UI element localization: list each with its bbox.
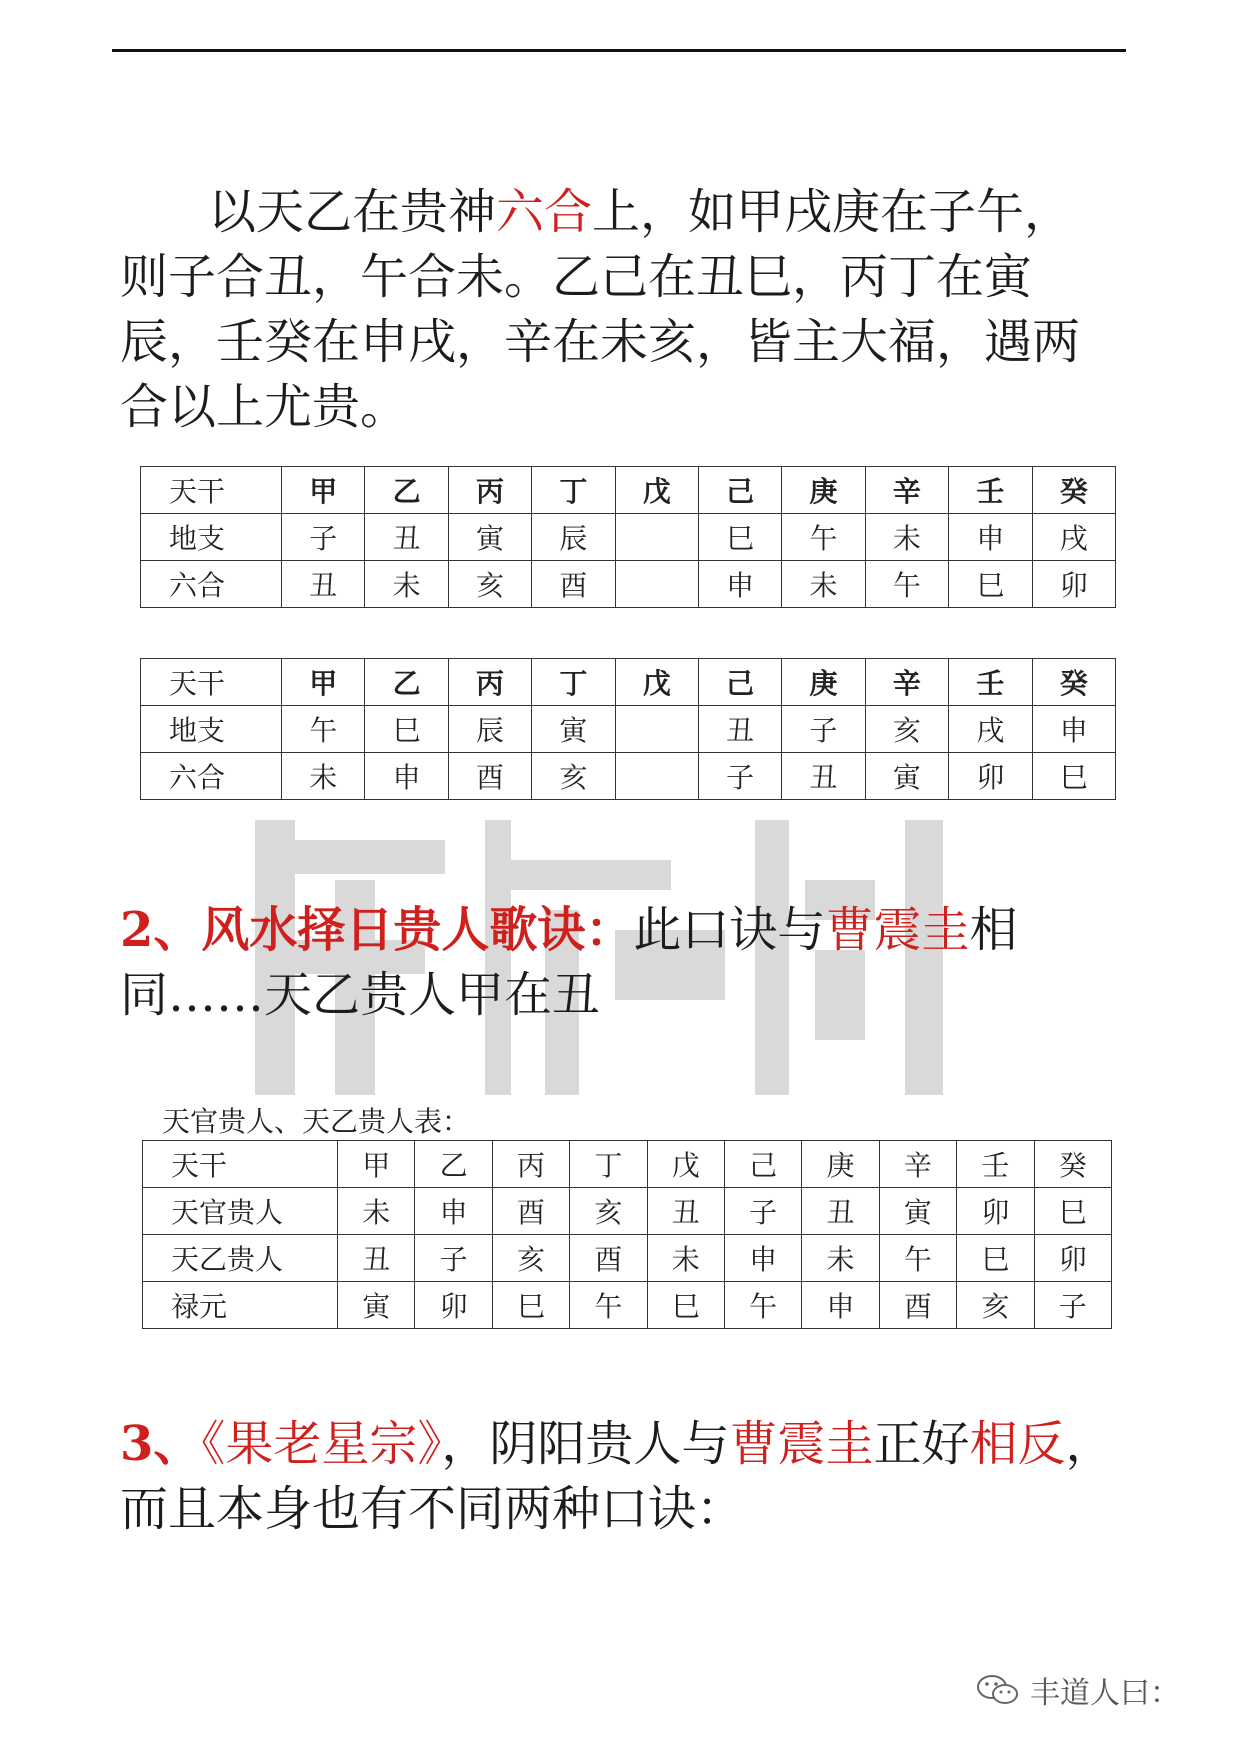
table-cell: 戌 [1032,514,1115,561]
row-label-cell: 六合 [141,753,282,800]
table-cell: 子 [698,753,781,800]
table-cell: 申 [415,1188,492,1235]
table-cell: 戊 [615,467,698,514]
table-cell: 子 [415,1235,492,1282]
section-3-title: 《果老星宗》 [201,1416,442,1472]
table-cell: 丑 [282,561,365,608]
table-cell: 寅 [532,706,615,753]
table-cell: 壬 [949,467,1032,514]
table-cell: 丙 [448,467,531,514]
table-cell: 申 [365,753,448,800]
table-cell: 亥 [532,753,615,800]
table-cell: 庚 [802,1141,879,1188]
table-cell: 酉 [570,1235,647,1282]
row-label-cell: 天干 [141,659,282,706]
table-row [143,1235,1112,1282]
table-cell: 丑 [365,514,448,561]
section-3-number: 3、 [120,1416,202,1472]
table-cell: 寅 [879,1188,956,1235]
table-cell: 卯 [949,753,1032,800]
section-2-paragraph [120,898,1120,1028]
table-cell [615,561,698,608]
table-cell: 己 [698,659,781,706]
table-cell: 辛 [865,659,948,706]
top-rule [112,49,1126,52]
table-cell: 巳 [647,1282,724,1329]
table-cell: 未 [282,753,365,800]
table-cell: 癸 [1032,467,1115,514]
table-cell: 未 [365,561,448,608]
table-cell: 甲 [282,467,365,514]
table-cell: 申 [949,514,1032,561]
table-cell: 丁 [570,1141,647,1188]
table-cell: 丁 [532,467,615,514]
table-cell [615,753,698,800]
table-cell: 午 [782,514,865,561]
table-cell: 午 [865,561,948,608]
table-cell: 酉 [879,1282,956,1329]
table-cell: 庚 [782,467,865,514]
table-cell: 丁 [532,659,615,706]
table-3-caption: 天官贵人、天乙贵人表： [162,1105,471,1138]
table-guiren [142,1140,1112,1329]
table-cell: 乙 [365,659,448,706]
table-cell: 亥 [957,1282,1034,1329]
table-cell: 己 [698,467,781,514]
table-cell: 子 [782,706,865,753]
table-cell: 巳 [949,561,1032,608]
row-label-cell: 天干 [143,1141,338,1188]
table-cell: 巳 [698,514,781,561]
section-2-text-1: 此口诀与 [633,902,826,958]
footer-account-name: 丰道人曰： [1030,1676,1180,1711]
table-cell: 巳 [1034,1188,1111,1235]
table-row [143,1188,1112,1235]
table-cell: 未 [647,1235,724,1282]
table-cell: 卯 [415,1282,492,1329]
table-cell: 酉 [492,1188,569,1235]
table-cell: 辛 [879,1141,956,1188]
table-cell: 癸 [1032,659,1115,706]
table-liuhe-1 [140,466,1116,608]
section-3-text-2: 正好 [873,1416,970,1472]
table-cell: 寅 [865,753,948,800]
row-label-cell: 天官贵人 [143,1188,338,1235]
table-cell: 亥 [448,561,531,608]
table-cell: 卯 [1032,561,1115,608]
table-row [141,514,1116,561]
table-cell: 乙 [365,467,448,514]
table-cell: 戊 [615,659,698,706]
table-cell: 未 [338,1188,415,1235]
table-cell: 酉 [448,753,531,800]
paragraph-liuhe [120,180,1120,440]
row-label-cell: 禄元 [143,1282,338,1329]
section-3-paragraph [120,1412,1120,1542]
table-cell: 丑 [782,753,865,800]
table-cell: 卯 [957,1188,1034,1235]
table-cell: 戊 [647,1141,724,1188]
paragraph-highlight: 六合 [496,184,593,240]
table-cell: 申 [724,1235,801,1282]
table-cell [615,514,698,561]
table-cell: 巳 [1032,753,1115,800]
table-cell: 癸 [1034,1141,1111,1188]
table-cell: 丑 [698,706,781,753]
section-2-name: 曹震圭 [825,902,970,958]
table-cell: 戌 [949,706,1032,753]
row-label-cell: 地支 [141,514,282,561]
table-cell: 己 [724,1141,801,1188]
table-row [143,1282,1112,1329]
table-cell: 巳 [365,706,448,753]
table-row [141,561,1116,608]
table-cell: 子 [282,514,365,561]
table-cell: 申 [698,561,781,608]
paragraph-text-1: 以天乙在贵神 [208,184,497,240]
table-cell: 丑 [338,1235,415,1282]
row-label-cell: 地支 [141,706,282,753]
table-cell: 寅 [448,514,531,561]
table-cell: 亥 [570,1188,647,1235]
section-2-text-2: 相同……天乙贵人甲在丑 [120,902,1018,1023]
table-cell: 丙 [492,1141,569,1188]
table-cell: 午 [282,706,365,753]
table-cell: 午 [879,1235,956,1282]
table-cell: 子 [724,1188,801,1235]
row-label-cell: 六合 [141,561,282,608]
table-cell: 亥 [492,1235,569,1282]
table-cell: 乙 [415,1141,492,1188]
section-2-number: 2、 [120,902,202,958]
wechat-icon [976,1673,1020,1707]
table-cell: 庚 [782,659,865,706]
table-header-row [143,1141,1112,1188]
table-cell: 壬 [949,659,1032,706]
section-3-text-3: ，而且本身也有不同两种口诀： [120,1416,1114,1537]
table-cell: 申 [1032,706,1115,753]
table-cell: 午 [570,1282,647,1329]
table-cell: 丑 [647,1188,724,1235]
table-cell: 辛 [865,467,948,514]
table-cell: 巳 [957,1235,1034,1282]
table-cell: 丙 [448,659,531,706]
table-cell: 午 [724,1282,801,1329]
table-header-row [141,659,1116,706]
table-liuhe-2 [140,658,1116,800]
table-cell: 甲 [282,659,365,706]
row-label-cell: 天乙贵人 [143,1235,338,1282]
table-header-row [141,467,1116,514]
table-row [141,706,1116,753]
table-cell: 寅 [338,1282,415,1329]
table-cell: 亥 [865,706,948,753]
table-cell: 未 [782,561,865,608]
table-cell: 子 [1034,1282,1111,1329]
table-cell: 辰 [532,514,615,561]
section-3-text-1: ，阴阳贵人与 [441,1416,730,1472]
table-cell: 申 [802,1282,879,1329]
table-cell: 甲 [338,1141,415,1188]
table-cell: 未 [865,514,948,561]
paragraph-text-2: 上，如甲戌庚在子午，则子合丑，午合未。乙己在丑巳，丙丁在寅辰，壬癸在申戌，辛在未亥，皆主大福，遇两合以上尤贵。 [120,184,1081,435]
table-cell: 丑 [802,1188,879,1235]
section-3-highlight: 相反 [969,1416,1066,1472]
table-cell: 酉 [532,561,615,608]
table-cell: 辰 [448,706,531,753]
section-3-name: 曹震圭 [729,1416,874,1472]
table-cell: 卯 [1034,1235,1111,1282]
section-2-title: 风水择日贵人歌诀： [201,902,634,958]
table-cell: 未 [802,1235,879,1282]
table-cell: 壬 [957,1141,1034,1188]
row-label-cell: 天干 [141,467,282,514]
table-row [141,753,1116,800]
table-cell [615,706,698,753]
table-cell: 巳 [492,1282,569,1329]
footer-account [976,1668,1180,1712]
